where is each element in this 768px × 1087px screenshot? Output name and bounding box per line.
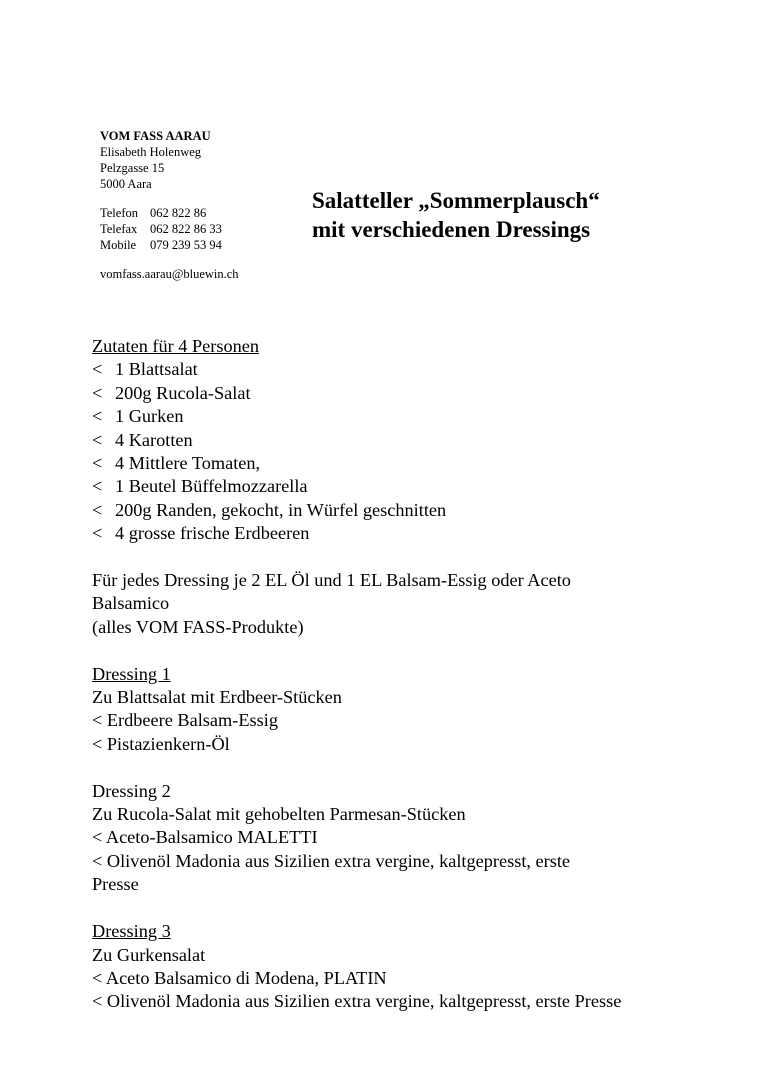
fax-line — [100, 221, 300, 237]
paragraph-spacer — [92, 897, 692, 920]
dressing-3-line: Zu Gurkensalat — [92, 944, 206, 965]
dressing-2-line: Presse — [92, 874, 139, 895]
company-name: VOM FASS AARAU — [100, 129, 211, 143]
fax-label: Telefax — [100, 222, 138, 236]
mobile-label: Mobile — [100, 238, 137, 252]
email-address: vomfass.aarau@bluewin.ch — [100, 267, 239, 281]
address-spacer — [100, 253, 300, 266]
dressing-1-line: < Erdbeere Balsam-Essig — [92, 710, 278, 731]
letterhead-address — [100, 128, 300, 282]
dressing-2-line: < Aceto-Balsamico MALETTI — [92, 827, 318, 848]
paragraph-spacer — [92, 639, 692, 662]
ingredients-heading: Zutaten für 4 Personen — [92, 336, 260, 356]
phone-line — [100, 205, 300, 221]
paragraph-spacer — [92, 546, 692, 569]
dressing-note-line-1: Für jedes Dressing je 2 EL Öl und 1 EL Balsam-Essig oder Aceto — [92, 570, 571, 591]
bullet-marker: < — [92, 429, 103, 450]
ingredient-text: 1 Gurken — [115, 406, 184, 427]
ingredient-text: 4 grosse frische Erdbeeren — [115, 523, 310, 544]
paragraph-spacer — [92, 756, 692, 779]
phone-label: Telefon — [100, 206, 138, 220]
dressing-1-line: Zu Blattsalat mit Erdbeer-Stücken — [92, 687, 342, 708]
mobile-line — [100, 237, 300, 253]
street-address: Pelzgasse 15 — [100, 161, 165, 175]
dressing-2-line: Zu Rucola-Salat mit gehobelten Parmesan-Stücken — [92, 804, 466, 825]
phone-number: 062 822 86 — [150, 206, 207, 220]
bullet-marker: < — [92, 476, 103, 497]
fax-number: 062 822 86 33 — [150, 222, 222, 236]
ingredient-item — [92, 475, 692, 498]
contact-name: Elisabeth Holenweg — [100, 145, 202, 159]
dressing-2-heading: Dressing 2 — [92, 780, 171, 801]
recipe-body — [92, 335, 692, 1014]
city-address: 5000 Aara — [100, 177, 152, 191]
dressing-note-line-2: Balsamico — [92, 593, 170, 614]
dressing-3-line: < Aceto Balsamico di Modena, PLATIN — [92, 967, 387, 988]
dressing-note-line-3: (alles VOM FASS-Produkte) — [92, 616, 304, 637]
bullet-marker: < — [92, 523, 103, 544]
bullet-marker: < — [92, 499, 103, 520]
ingredient-item — [92, 499, 692, 522]
recipe-title — [312, 186, 600, 244]
ingredient-text: 4 Karotten — [115, 429, 193, 450]
recipe-title-line-1: Salatteller „Sommerplausch“ — [312, 188, 600, 213]
recipe-title-line-2: mit verschiedenen Dressings — [312, 217, 591, 242]
ingredient-item — [92, 358, 692, 381]
mobile-number: 079 239 53 94 — [150, 238, 222, 252]
ingredient-item — [92, 522, 692, 545]
dressing-1-line: < Pistazienkern-Öl — [92, 733, 230, 754]
bullet-marker: < — [92, 453, 103, 474]
ingredient-item — [92, 405, 692, 428]
dressing-2-line: < Olivenöl Madonia aus Sizilien extra vergine, kaltgepresst, erste — [92, 850, 571, 871]
ingredient-text: 1 Beutel Büffelmozzarella — [115, 476, 308, 497]
ingredient-text: 200g Randen, gekocht, in Würfel geschnitten — [115, 499, 447, 520]
ingredient-item — [92, 429, 692, 452]
bullet-marker: < — [92, 359, 103, 380]
ingredient-text: 4 Mittlere Tomaten, — [115, 453, 261, 474]
address-spacer — [100, 192, 300, 205]
ingredient-text: 200g Rucola-Salat — [115, 382, 251, 403]
ingredient-text: 1 Blattsalat — [115, 359, 198, 380]
dressing-3-line: < Olivenöl Madonia aus Sizilien extra vergine, kaltgepresst, erste Presse — [92, 991, 622, 1012]
bullet-marker: < — [92, 406, 103, 427]
dressing-3-heading: Dressing 3 — [92, 921, 171, 942]
ingredient-item — [92, 382, 692, 405]
bullet-marker: < — [92, 382, 103, 403]
dressing-1-heading: Dressing 1 — [92, 663, 171, 684]
ingredient-item — [92, 452, 692, 475]
